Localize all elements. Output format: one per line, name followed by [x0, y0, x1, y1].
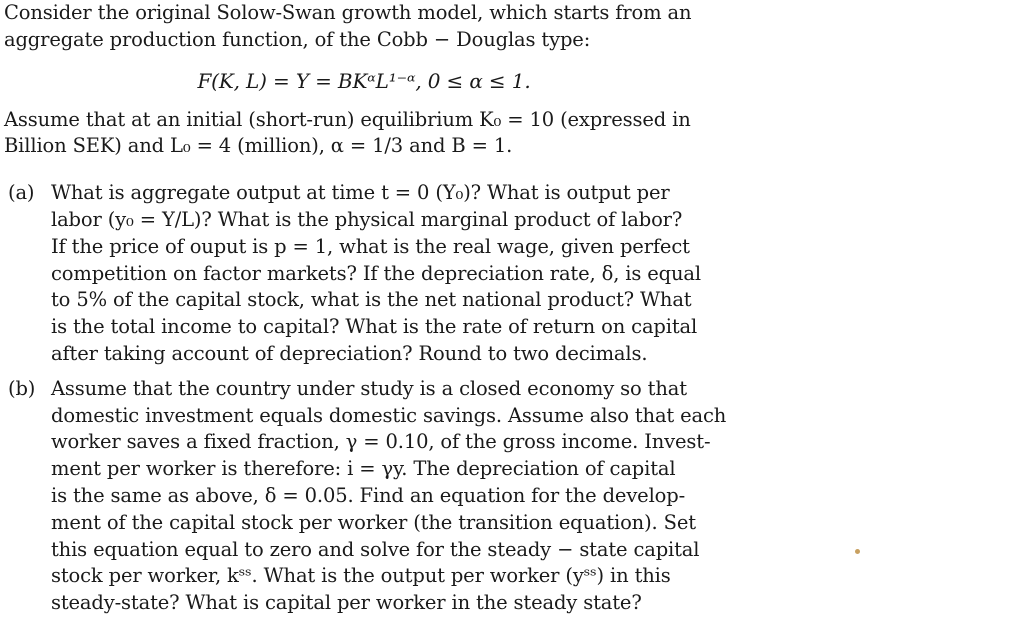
question-b: [4, 376, 727, 617]
question-line: domestic investment equals domestic savings. Assume also that each: [51, 403, 727, 427]
question-line: steady-state? What is capital per worker in the steady state?: [51, 591, 642, 615]
question-line: is the total income to capital? What is the rate of return on capital: [51, 315, 698, 339]
question-body: [51, 376, 727, 617]
question-line: after taking account of depreciation? Round to two decimals.: [51, 341, 648, 365]
question-line: this equation equal to zero and solve for the steady − state capital: [51, 537, 700, 561]
question-body: [51, 180, 724, 368]
question-line: ment per worker is therefore: i = γy. The depreciation of capital: [51, 457, 676, 481]
intro-paragraph: [4, 0, 724, 54]
question-line: is the same as above, δ = 0.05. Find an equation for the develop-: [51, 483, 686, 507]
assumption-line: Billion SEK) and L₀ = 4 (million), α = 1/3 and B = 1.: [4, 134, 513, 158]
question-a: [4, 180, 724, 368]
intro-line: Consider the original Solow-Swan growth model, which starts from an: [4, 1, 692, 24]
production-function-formula: F(K, L) = Y = BKᵅL¹⁻ᵅ, 0 ≤ α ≤ 1.: [197, 68, 531, 93]
question-line: If the price of ouput is p = 1, what is the real wage, given perfect: [51, 234, 690, 258]
question-line: Assume that the country under study is a closed economy so that: [51, 376, 687, 400]
question-line: What is aggregate output at time t = 0 (Y₀)? What is output per: [51, 181, 670, 205]
intro-line: aggregate production function, of the Cobb − Douglas type:: [4, 27, 591, 51]
document-page: [4, 0, 727, 625]
question-line: ment of the capital stock per worker (the transition equation). Set: [51, 510, 696, 534]
assumption-line: Assume that at an initial (short-run) equilibrium K₀ = 10 (expressed in: [4, 107, 691, 131]
question-line: stock per worker, kˢˢ. What is the output per worker (yˢˢ) in this: [51, 564, 671, 588]
assumption-paragraph: [4, 107, 724, 161]
question-line: labor (y₀ = Y/L)? What is the physical marginal product of labor?: [51, 207, 683, 231]
stray-mark: [855, 549, 860, 554]
question-line: to 5% of the capital stock, what is the net national product? What: [51, 288, 692, 312]
question-label: (b): [8, 376, 36, 400]
question-label: (a): [8, 181, 35, 205]
question-line: worker saves a fixed fraction, γ = 0.10, of the gross income. Invest-: [51, 430, 711, 454]
question-line: competition on factor markets? If the depreciation rate, δ, is equal: [51, 261, 701, 285]
